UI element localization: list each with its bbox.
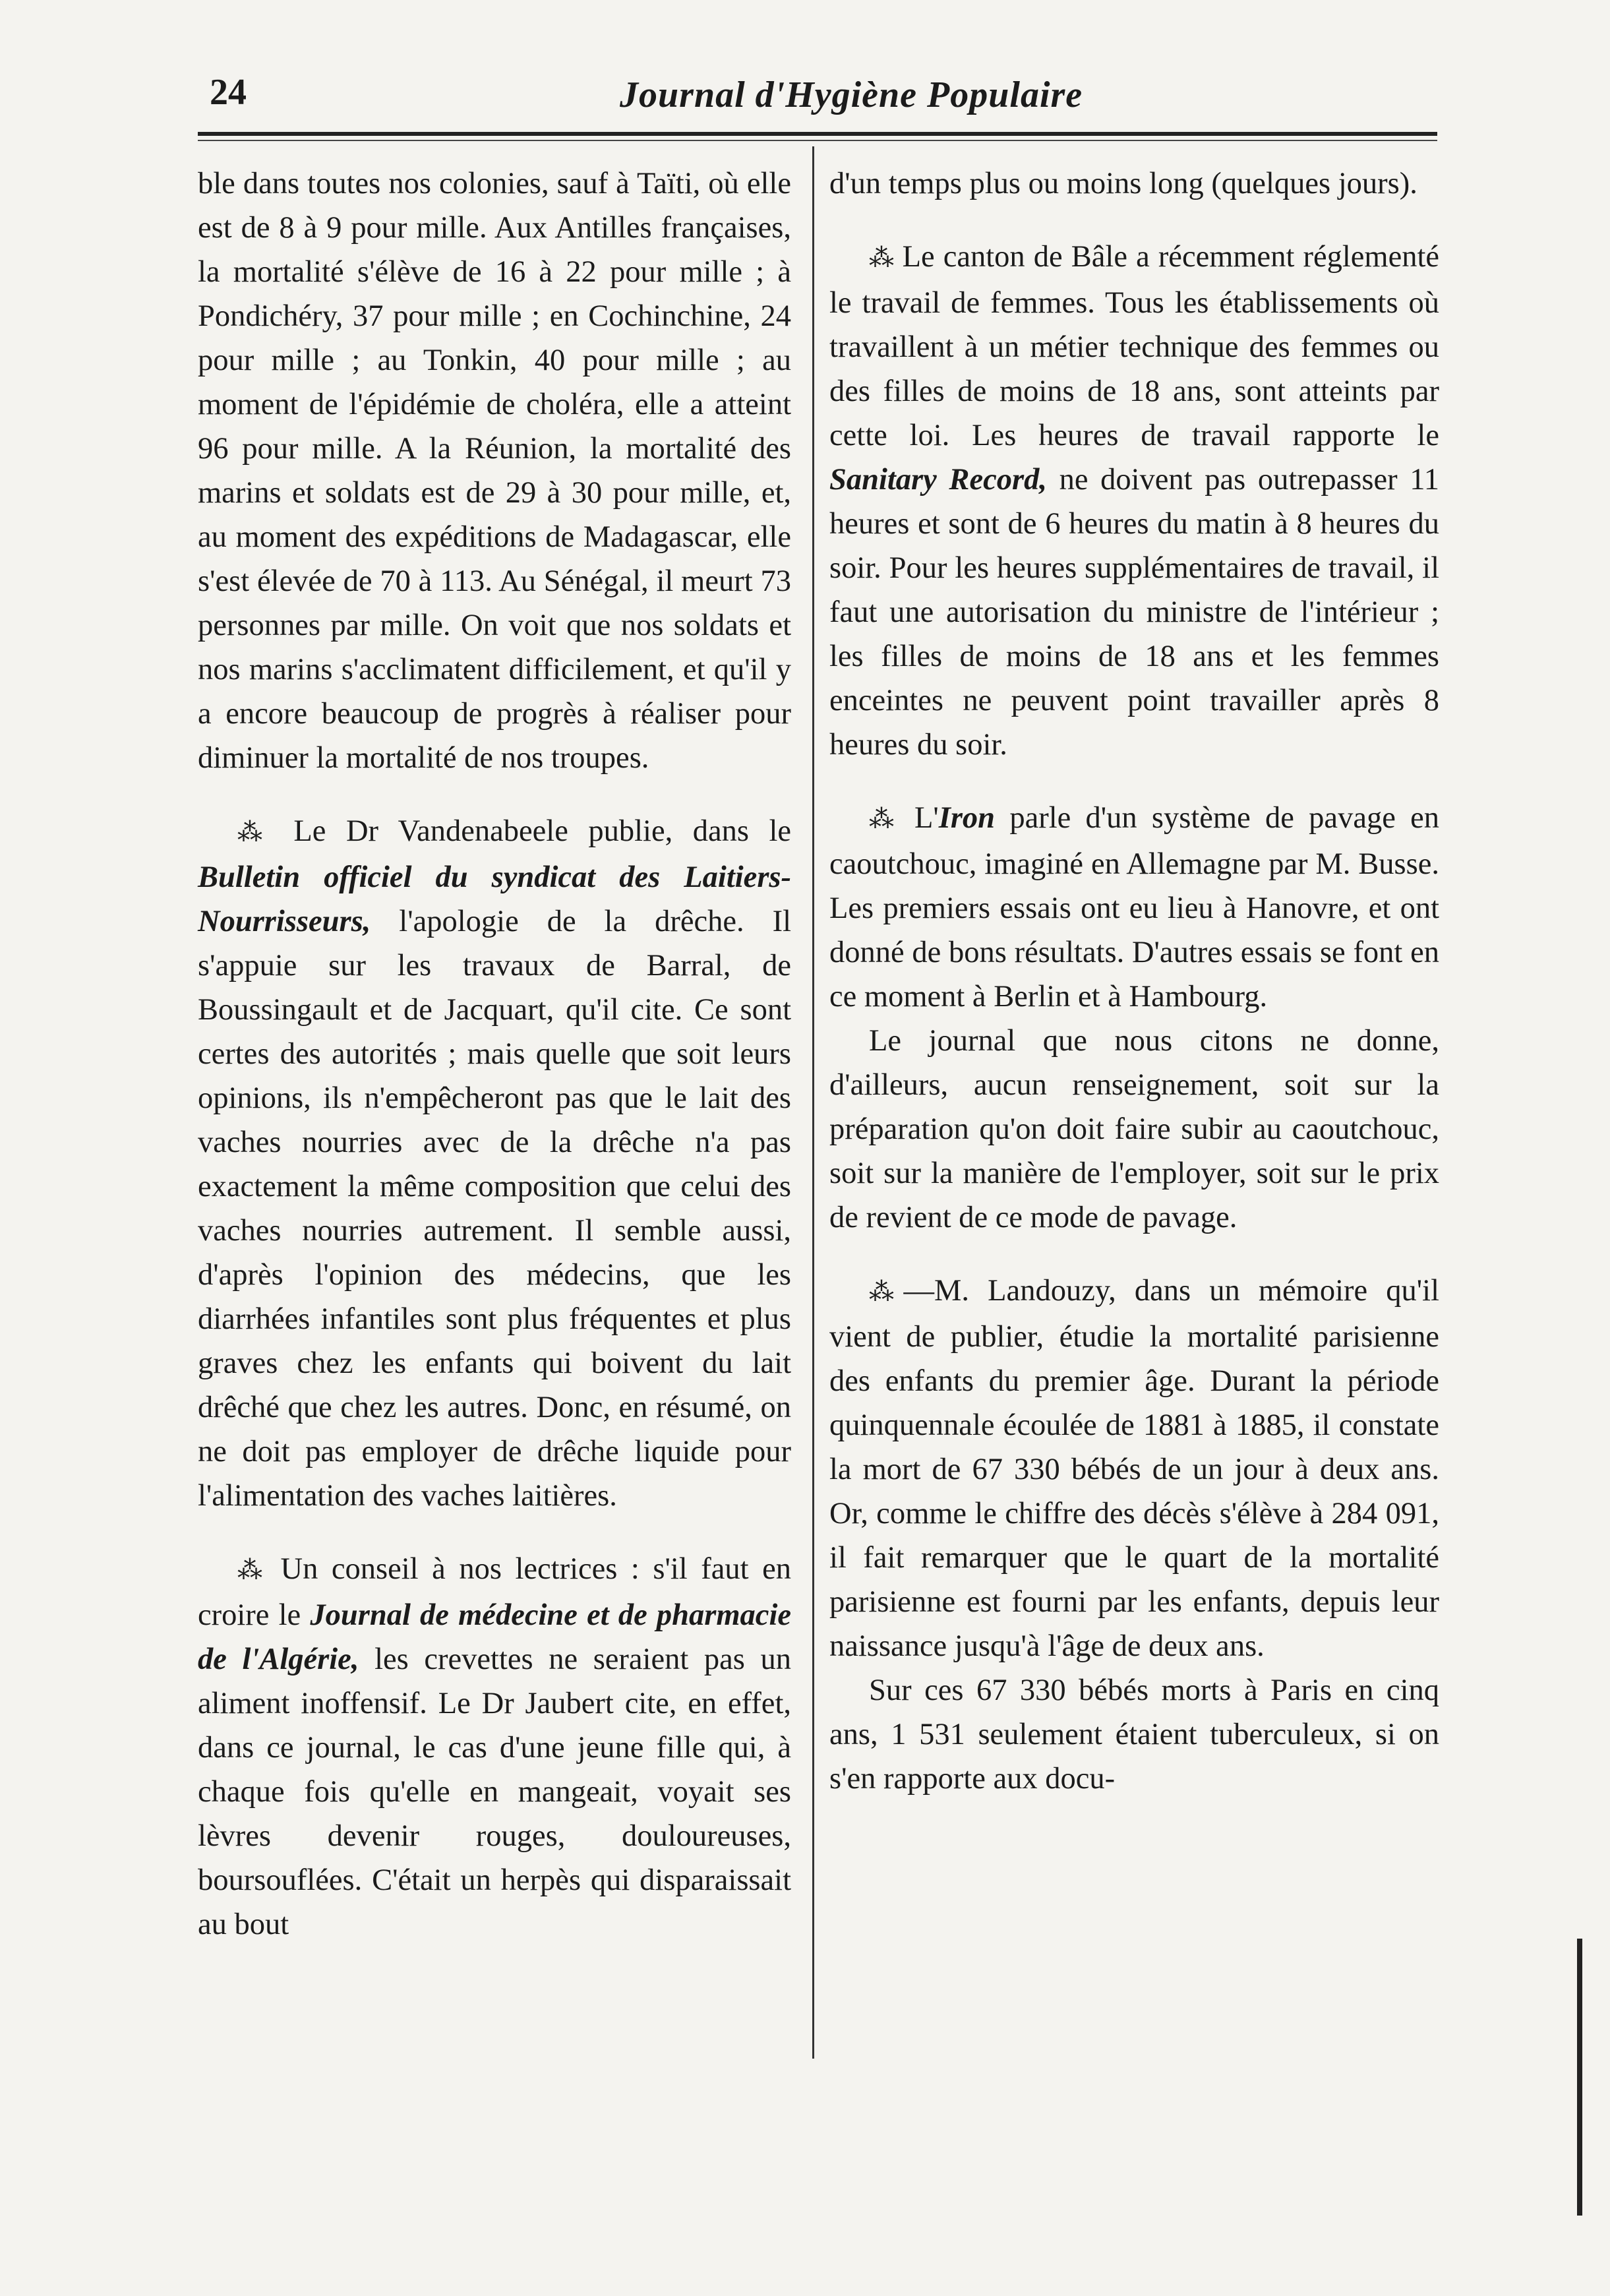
asterism-icon: ⁂ — [869, 245, 894, 272]
asterism-icon: ⁂ — [869, 806, 900, 833]
article-paragraph: Sur ces 67 330 bébés morts à Paris en cinq ans, 1 531 seulement étaient tuberculeux, si on s'en rapporte aux docu- — [829, 1674, 1439, 1796]
asterism-icon: ⁂ — [237, 1557, 267, 1585]
page-number: 24 — [210, 72, 247, 113]
publication-title: Iron — [938, 801, 996, 835]
article-paragraph: ble dans toutes nos colonies, sauf à Taïti, où elle est de 8 à 9 pour mille. Aux Antilles françaises, la mortalité s'élève de 16 à 22 pour mille ; à Pondichéry, 37 pour mille ; en Cochinchine, 24 pour mille ; au Tonkin, 40 pour mille ; au moment de l'épidémie de choléra, elle a atteint 96 pour mille. A la Réunion, la mortalité des marins et soldats est de 29 à 30 pour mille, et, au moment des expéditions de Madagascar, elle s'est élevée de 70 à 113. Au Sénégal, il meurt 73 personnes par mille. On voit que nos soldats et nos marins s'acclimatent difficilement, et qu'il y a encore beaucoup de progrès à réaliser pour diminuer la mortalité de nos troupes. — [198, 167, 791, 775]
asterism-icon: ⁂ — [869, 1279, 904, 1306]
article-paragraph: ⁂ Le canton de Bâle a récemment réglementé le travail de femmes. Tous les établissements où travaillent à un métier technique des femmes ou des filles de moins de 18 ans, sont atteints par cette loi. Les heures de travail rapporte le Sanitary Record, ne doivent pas outrepasser 11 heures et sont de 6 heures du matin à 8 heures du soir. Pour les heures supplémentaires de travail, il faut une autorisation du ministre de l'intérieur ; les filles de moins de 18 ans et les femmes enceintes ne peuvent point travailler après 8 heures du soir. — [829, 240, 1440, 762]
header-rule-thin — [198, 140, 1437, 141]
asterism-icon: ⁂ — [237, 819, 274, 847]
publication-title: Bulletin officiel du syndicat des Laitiers-Nourrisseurs, — [198, 861, 791, 938]
article-paragraph: ⁂ Un conseil à nos lectrices : s'il faut en croire le Journal de médecine et de pharmacie de l'Algérie, les crevettes ne seraient pas un aliment inoffensif. Le Dr Jaubert cite, en effet, dans ce journal, le cas d'une jeune fille qui, à chaque fois qu'elle en mangeait, voyait ses lèvres devenir rouges, douloureuses, boursouflées. C'était un herpès qui disparaissait au bout — [198, 1552, 792, 1941]
article-paragraph: ⁂ Le Dr Vandenabeele publie, dans le Bulletin officiel du syndicat des Laitiers-Nourrisseurs, l'apologie de la drêche. Il s'appuie sur les travaux de Barral, de Boussingault et de Jacquart, qu'il cite. Ce sont certes des autorités ; mais quelle que soit leurs opinions, ils n'empêcheront pas que le lait des vaches nourries avec de la drêche n'a pas exactement la même composition que celui des vaches nourries autrement. Il semble aussi, d'après l'opinion des médecins, que les diarrhées infantiles sont plus fréquentes et plus graves chez les enfants qui boivent du lait drêché que chez les autres. Donc, en résumé, on ne doit pas employer de drêche liquide pour l'alimentation des vaches laitières. — [198, 814, 792, 1513]
publication-title: Journal de médecine et de pharmacie de l'Algérie, — [198, 1598, 791, 1676]
publication-title: Sanitary Record, — [829, 463, 1047, 497]
article-paragraph: d'un temps plus ou moins long (quelques jours). — [829, 167, 1417, 200]
article-paragraph: ⁂—M. Landouzy, dans un mémoire qu'il vient de publier, étudie la mortalité parisienne des enfants du premier âge. Durant la période quinquennale écoulée de 1881 à 1885, il constate la mort de 67 330 bébés de un jour à deux ans. Or, comme le chiffre des décès s'élève à 284 091, il fait remarquer que le quart de la mortalité parisienne est fourni par les enfants, depuis leur naissance jusqu'à l'âge de deux ans. — [829, 1274, 1440, 1663]
right-column — [829, 162, 1439, 1801]
column-divider — [812, 146, 814, 2059]
article-paragraph: Le journal que nous citons ne donne, d'ailleurs, aucun renseignement, soit sur la préparation qu'on doit faire subir au caoutchouc, soit sur la manière de l'employer, soit sur le prix de revient de ce mode de pavage. — [829, 1024, 1439, 1234]
article-paragraph: ⁂ L'Iron parle d'un système de pavage en caoutchouc, imaginé en Allemagne par M. Busse. Les premiers essais ont eu lieu à Hanovre, et ont donné de bons résultats. D'autres essais se font en ce moment à Berlin et à Hambourg. — [829, 801, 1440, 1013]
left-column — [198, 162, 791, 1947]
header-rule — [198, 132, 1437, 136]
running-head: Journal d'Hygiène Populaire — [620, 75, 1083, 115]
margin-mark — [1577, 1939, 1582, 2216]
